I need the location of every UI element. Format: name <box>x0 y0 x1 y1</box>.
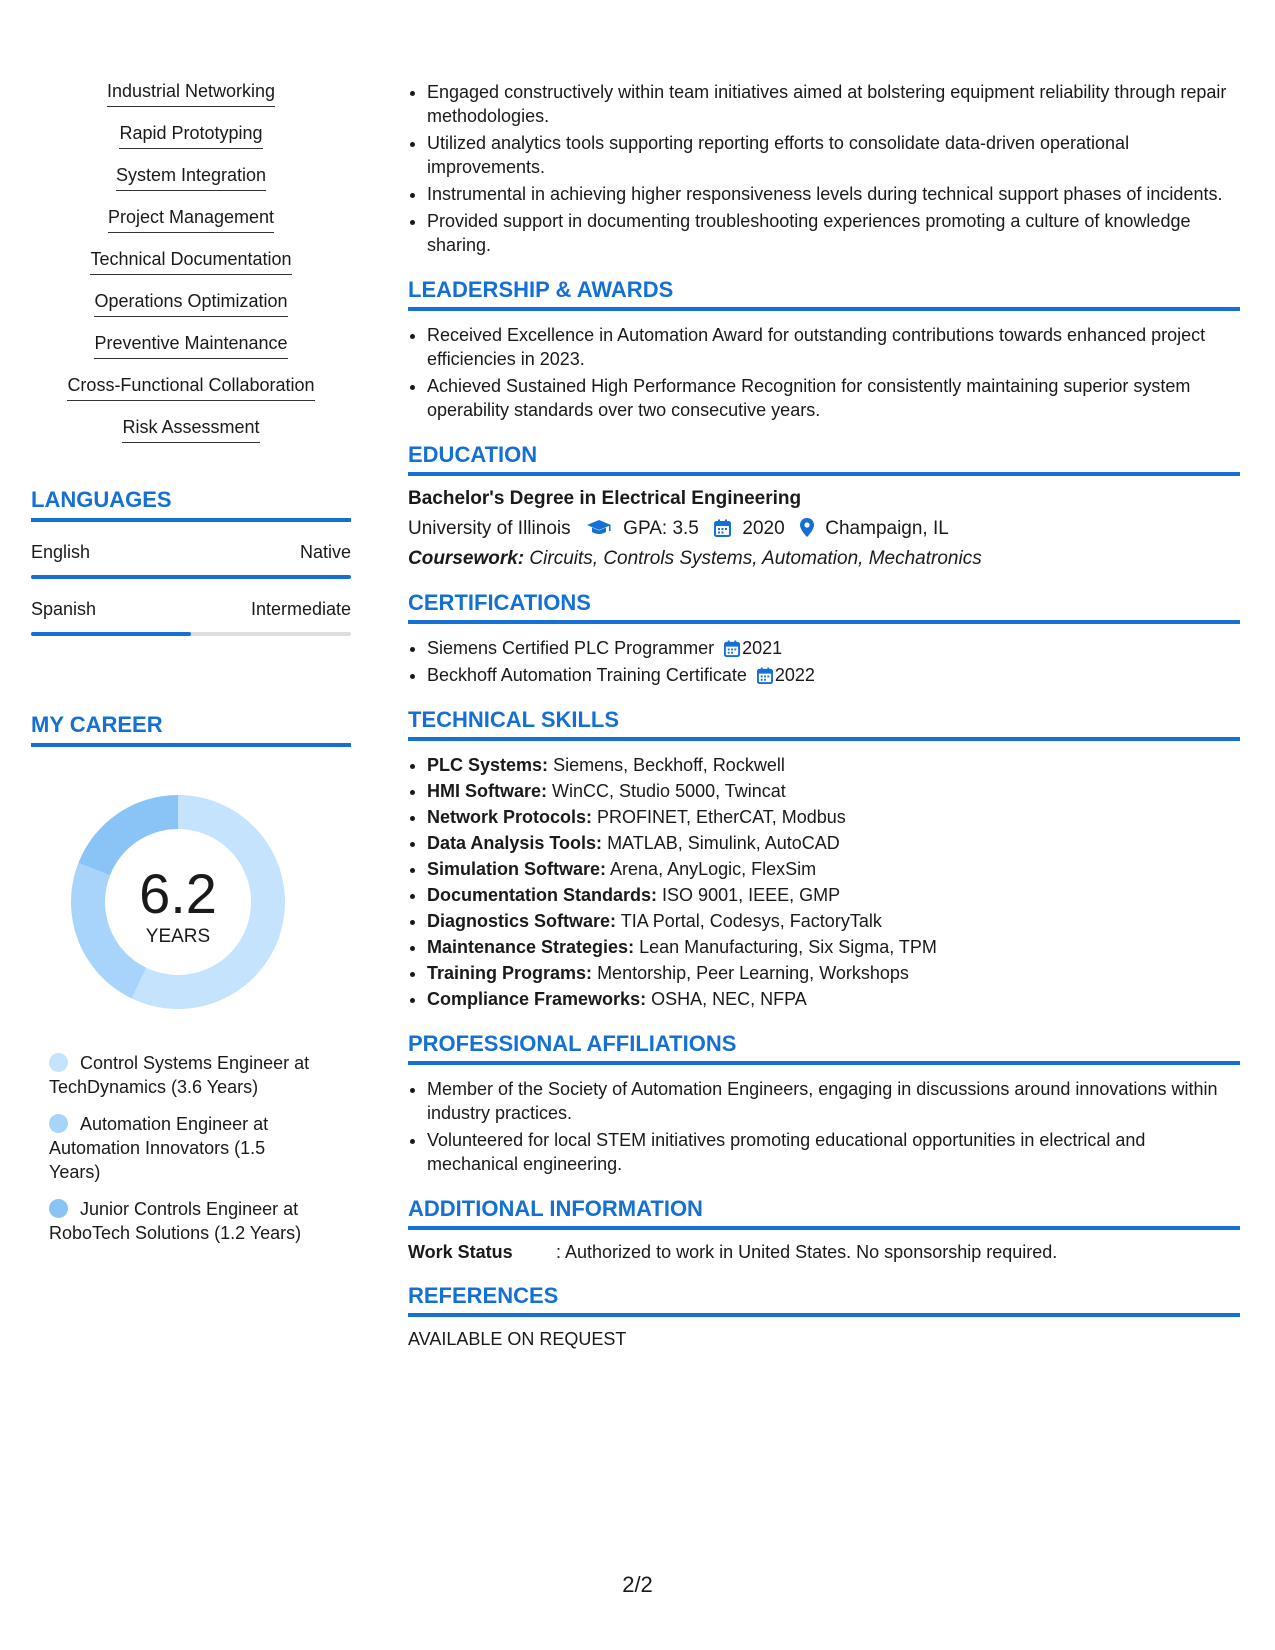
technical-skill-item: • Diagnostics Software: TIA Portal, Codesys, FactoryTalk <box>427 909 1240 933</box>
technical-skills-heading: TECHNICAL SKILLS <box>408 707 1240 741</box>
education-details <box>408 518 1240 540</box>
skill-item: Industrial Networking <box>31 80 351 107</box>
technical-skill-item: • Documentation Standards: ISO 9001, IEEE, GMP <box>427 883 1240 907</box>
references-text: AVAILABLE ON REQUEST <box>408 1329 627 1349</box>
legend-dot <box>49 1199 68 1218</box>
leadership-section <box>408 277 1240 422</box>
certification-year: 2021 <box>742 638 783 658</box>
leadership-heading: LEADERSHIP & AWARDS <box>408 277 1240 311</box>
education-heading: EDUCATION <box>408 442 1240 476</box>
education-section <box>408 442 1240 570</box>
technical-skill-item: • PLC Systems: Siemens, Beckhoff, Rockwell <box>427 753 1240 777</box>
certifications-heading: CERTIFICATIONS <box>408 590 1240 624</box>
language-name: English <box>31 542 91 562</box>
technical-skill-item: • HMI Software: WinCC, Studio 5000, Twincat <box>427 779 1240 803</box>
experience-bullet: • Utilized analytics tools supporting reporting efforts to consolidate data-driven operational improvements. <box>427 131 1240 179</box>
calendar-icon <box>714 518 736 539</box>
affiliation-item: • Volunteered for local STEM initiatives promoting educational opportunities in electrical and mechanical engineering. <box>427 1128 1240 1176</box>
technical-skill-item: • Data Analysis Tools: MATLAB, Simulink, AutoCAD <box>427 831 1240 855</box>
graduation-cap-icon <box>586 518 617 539</box>
award-item: • Achieved Sustained High Performance Recognition for consistently maintaining superior system operability standards over two consecutive years. <box>427 374 1240 422</box>
left-column <box>31 80 351 1258</box>
language-bar <box>31 575 351 579</box>
right-column <box>408 80 1240 1350</box>
location-pin-icon <box>800 518 819 539</box>
affiliation-item: • Member of the Society of Automation Engineers, engaging in discussions around innovations within industry practices. <box>427 1077 1240 1125</box>
skill-item: Technical Documentation <box>31 248 351 275</box>
career-heading: MY CAREER <box>31 712 351 747</box>
legend-dot <box>49 1053 68 1072</box>
technical-skill-item: • Training Programs: Mentorship, Peer Learning, Workshops <box>427 961 1240 985</box>
calendar-icon <box>724 640 740 657</box>
language-name: Spanish <box>31 599 97 619</box>
skill-item: Risk Assessment <box>31 416 351 443</box>
language-bar-fill <box>31 575 351 579</box>
career-legend-item: Junior Controls Engineer at RoboTech Solutions (1.2 Years) <box>49 1199 302 1243</box>
technical-skill-item: • Maintenance Strategies: Lean Manufacturing, Six Sigma, TPM <box>427 935 1240 959</box>
language-entry <box>31 599 351 636</box>
language-bar-fill <box>31 632 191 636</box>
career-donut-chart <box>65 789 291 1015</box>
affiliations-section <box>408 1031 1240 1176</box>
degree-title: Bachelor's Degree in Electrical Engineering <box>408 488 802 509</box>
award-item: • Received Excellence in Automation Award for outstanding contributions towards enhanced project efficiencies in 2023. <box>427 323 1240 371</box>
technical-skill-item: • Compliance Frameworks: OSHA, NEC, NFPA <box>427 987 1240 1011</box>
technical-skill-item: • Network Protocols: PROFINET, EtherCAT, Modbus <box>427 805 1240 829</box>
certifications-section <box>408 590 1240 687</box>
certification-year: 2022 <box>774 665 815 685</box>
experience-bullet: • Engaged constructively within team initiatives aimed at bolstering equipment reliability through repair methodologies. <box>427 80 1240 128</box>
technical-skill-item: • Simulation Software: Arena, AnyLogic, FlexSim <box>427 857 1240 881</box>
coursework: Coursework: Circuits, Controls Systems, Automation, Mechatronics <box>408 548 982 569</box>
work-status-value: : Authorized to work in United States. No sponsorship required. <box>556 1242 1058 1262</box>
skill-item: Operations Optimization <box>31 290 351 317</box>
skill-item: Cross-Functional Collaboration <box>31 374 351 401</box>
career-legend-item: Automation Engineer at Automation Innovators (1.5 Years) <box>49 1114 269 1182</box>
graduation-year: 2020 <box>742 518 785 539</box>
language-bar <box>31 632 351 636</box>
skill-item: Preventive Maintenance <box>31 332 351 359</box>
additional-info-heading: ADDITIONAL INFORMATION <box>408 1196 1240 1230</box>
languages-heading: LANGUAGES <box>31 487 351 522</box>
references-heading: REFERENCES <box>408 1283 1240 1317</box>
language-level: Intermediate <box>250 599 351 619</box>
language-entry <box>31 542 351 579</box>
experience-bullet: • Instrumental in achieving higher responsiveness levels during technical support phases of incidents. <box>427 182 1240 206</box>
certification-item: • Siemens Certified PLC Programmer 2021 <box>427 636 1240 660</box>
page-number: 2/2 <box>622 1572 653 1597</box>
skill-item: Rapid Prototyping <box>31 122 351 149</box>
career-total: 6.2 <box>139 862 217 925</box>
work-status-label: Work Status <box>408 1242 513 1262</box>
skills-list <box>31 80 351 443</box>
career-legend-item: Control Systems Engineer at TechDynamics (3.6 Years) <box>49 1053 310 1097</box>
experience-bullets <box>408 80 1240 257</box>
references-section <box>408 1283 1240 1350</box>
gpa: GPA: 3.5 <box>623 518 699 539</box>
legend-dot <box>49 1114 68 1133</box>
school-location: Champaign, IL <box>825 518 949 539</box>
affiliations-heading: PROFESSIONAL AFFILIATIONS <box>408 1031 1240 1065</box>
additional-info-section <box>408 1196 1240 1263</box>
career-unit: YEARS <box>145 926 211 947</box>
skill-item: Project Management <box>31 206 351 233</box>
experience-bullet: • Provided support in documenting troubleshooting experiences promoting a culture of knowledge sharing. <box>427 209 1240 257</box>
school-name: University of Illinois <box>408 518 571 539</box>
technical-skills-section <box>408 707 1240 1011</box>
career-legend <box>49 1051 319 1245</box>
calendar-icon <box>757 667 773 684</box>
skill-item: System Integration <box>31 164 351 191</box>
language-level: Native <box>299 542 351 562</box>
certification-item: • Beckhoff Automation Training Certificate 2022 <box>427 663 1240 687</box>
